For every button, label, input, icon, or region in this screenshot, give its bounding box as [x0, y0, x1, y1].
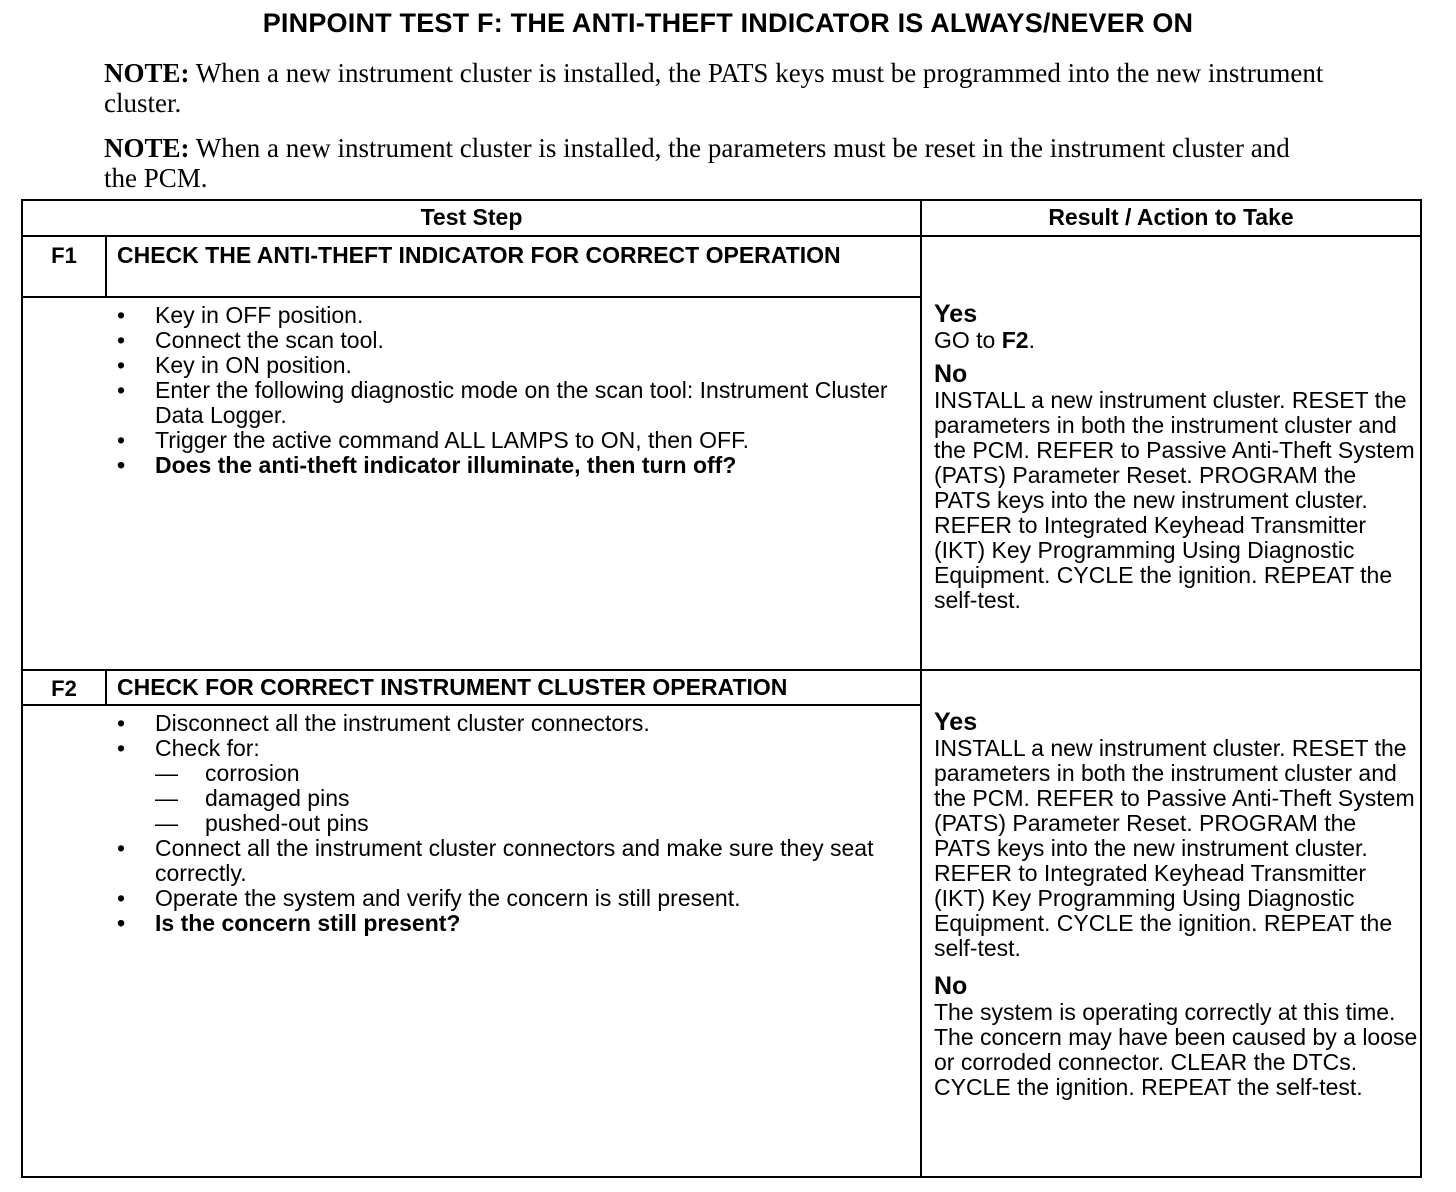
no-label: No	[934, 360, 968, 388]
yes-suffix: .	[1028, 327, 1035, 353]
no-action: INSTALL a new instrument cluster. RESET the parameters in both the instrument cluster and the PCM. REFER to Passive Anti-Theft System (PATS) Parameter Reset. PROGRAM the PATS keys into the new instrument cluster. REFER to Integrated Keyhead Transmitter (IKT) Key Programming Using Diagnostic Equipment. CYCLE the ignition. REPEAT the self-test.	[934, 387, 1415, 613]
pinpoint-test-table	[21, 199, 1422, 1178]
note-1	[104, 58, 1324, 118]
note-text: When a new instrument cluster is installed, the PATS keys must be programmed into the new instrument cluster.	[104, 58, 1324, 118]
page-title: PINPOINT TEST F: THE ANTI-THEFT INDICATOR IS ALWAYS/NEVER ON	[262, 8, 1194, 38]
list-item: • Key in ON position.	[115, 353, 915, 378]
step-title-f1: CHECK THE ANTI-THEFT INDICATOR FOR CORRECT OPERATION	[117, 242, 841, 268]
list-item	[115, 736, 915, 836]
step-id-f2: F2	[51, 676, 77, 701]
check-for-label: Check for:	[155, 735, 260, 761]
header-result-action: Result / Action to Take	[1048, 204, 1294, 230]
header-divider	[23, 235, 1420, 237]
step-id-f1: F1	[51, 243, 77, 268]
yes-action	[934, 328, 1419, 353]
list-item: • Operate the system and verify the concern is still present.	[115, 886, 915, 911]
note-text: When a new instrument cluster is installed, the parameters must be reset in the instrument cluster and the PCM.	[104, 133, 1290, 193]
goto-step-link: F2	[1001, 327, 1029, 353]
step-id-divider	[105, 671, 107, 706]
list-item: • Trigger the active command ALL LAMPS to ON, then OFF.	[115, 428, 915, 453]
list-item: • Enter the following diagnostic mode on the scan tool: Instrument Cluster Data Logger.	[115, 378, 915, 428]
header-test-step: Test Step	[420, 204, 523, 230]
list-item-question: • Is the concern still present?	[115, 911, 915, 936]
list-item: • Disconnect all the instrument cluster connectors.	[115, 711, 915, 736]
f1-result	[934, 301, 1419, 613]
step-row-divider	[23, 669, 1420, 671]
f2-title-divider	[23, 704, 920, 706]
step-title-f2: CHECK FOR CORRECT INSTRUMENT CLUSTER OPERATION	[117, 674, 788, 700]
note-label: NOTE:	[104, 133, 190, 163]
step-id-divider	[105, 236, 107, 298]
note-label: NOTE:	[104, 58, 190, 88]
column-divider	[920, 201, 922, 1176]
list-item: • Connect all the instrument cluster connectors and make sure they seat correctly.	[115, 836, 915, 886]
yes-label: Yes	[934, 300, 978, 328]
sub-list-item: — damaged pins	[155, 786, 915, 811]
sub-list-item: — pushed-out pins	[155, 811, 915, 836]
sub-list-item: — corrosion	[155, 761, 915, 786]
no-label: No	[934, 972, 968, 1000]
yes-label: Yes	[934, 708, 978, 736]
f2-step-list	[115, 711, 915, 936]
list-item: • Key in OFF position.	[115, 303, 915, 328]
note-2	[104, 133, 1324, 193]
f1-step-list	[115, 303, 915, 478]
f2-result	[934, 709, 1419, 1100]
yes-action: INSTALL a new instrument cluster. RESET the parameters in both the instrument cluster and the PCM. REFER to Passive Anti-Theft System (PATS) Parameter Reset. PROGRAM the PATS keys into the new instrument cluster. REFER to Integrated Keyhead Transmitter (IKT) Key Programming Using Diagnostic Equipment. CYCLE the ignition. REPEAT the self-test.	[934, 735, 1415, 961]
yes-prefix: GO to	[934, 327, 996, 353]
no-action: The system is operating correctly at this time. The concern may have been caused by a loose or corroded connector. CLEAR the DTCs. CYCLE the ignition. REPEAT the self-test.	[934, 999, 1418, 1100]
check-sublist	[155, 761, 915, 836]
f1-title-divider	[23, 296, 920, 298]
list-item-question: • Does the anti-theft indicator illuminate, then turn off?	[115, 453, 915, 478]
list-item: • Connect the scan tool.	[115, 328, 915, 353]
